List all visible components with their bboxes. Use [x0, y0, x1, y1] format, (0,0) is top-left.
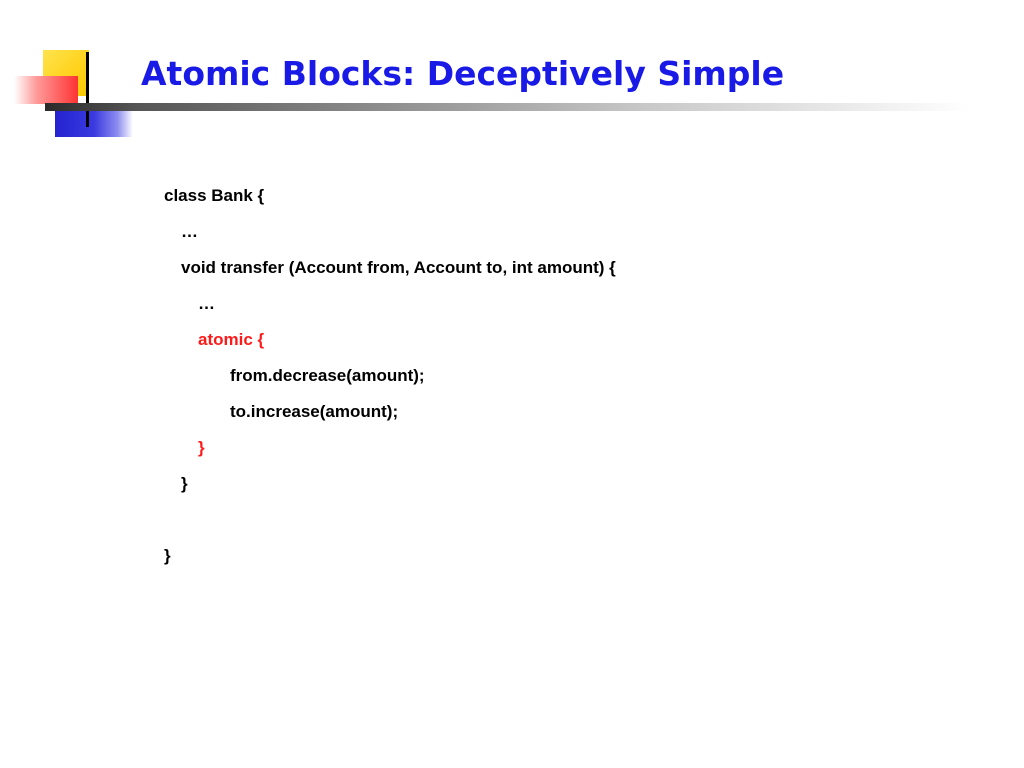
code-line: } [164, 546, 171, 565]
code-line: … [181, 222, 198, 241]
title-underline [45, 103, 970, 111]
code-line: void transfer (Account from, Account to, int amount) { [181, 258, 616, 277]
logo-red-bar [14, 76, 78, 104]
code-line-atomic-close: } [198, 438, 205, 457]
slide-title: Atomic Blocks: Deceptively Simple [141, 54, 785, 93]
code-line: to.increase(amount); [230, 402, 399, 421]
logo-vertical-line [86, 52, 89, 127]
code-line: class Bank { [164, 186, 265, 205]
code-line: } [181, 474, 188, 493]
code-line: … [198, 294, 215, 313]
code-line-atomic-open: atomic { [198, 330, 265, 349]
code-line: from.decrease(amount); [230, 366, 425, 385]
